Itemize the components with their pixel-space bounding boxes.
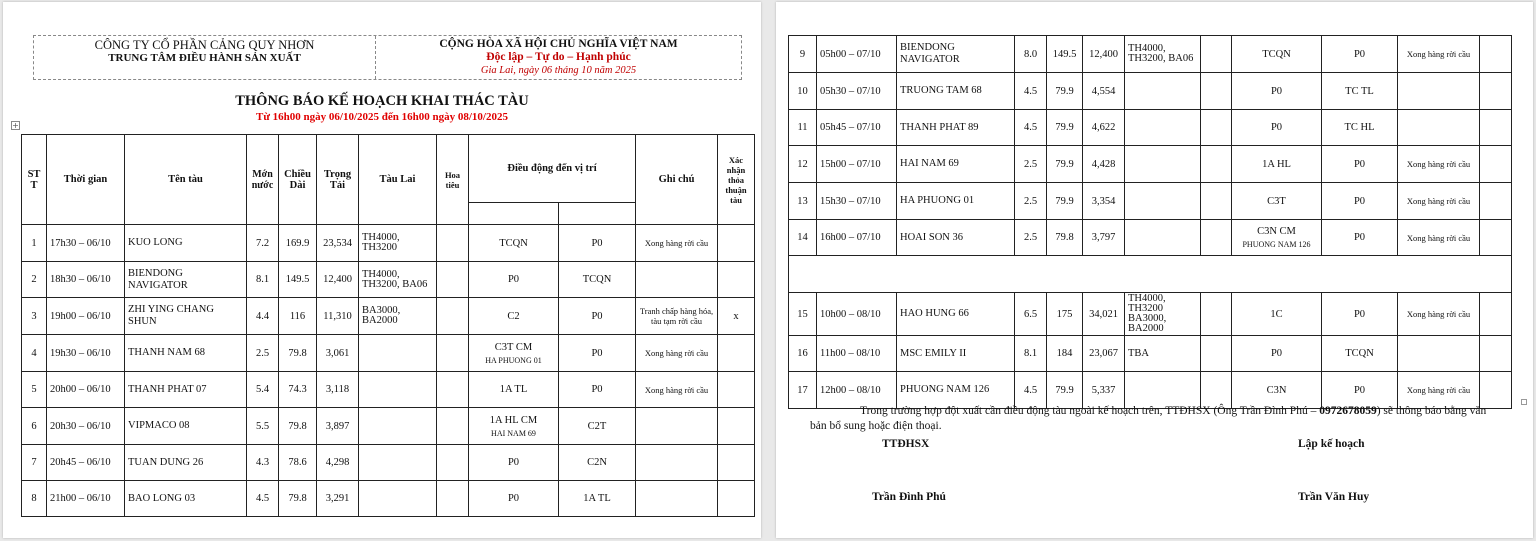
cell-length: 79.9 xyxy=(1047,73,1083,110)
cell-note xyxy=(636,408,718,445)
cell-tonnage: 4,428 xyxy=(1083,146,1125,183)
cell-draft: 8.1 xyxy=(1015,336,1047,372)
cell-confirm xyxy=(718,372,755,408)
cell-position-to: P0 xyxy=(1322,146,1398,183)
cell-confirm xyxy=(1480,146,1512,183)
cell-tugs: TH4000, TH3200 BA3000, BA2000 xyxy=(1125,293,1201,336)
cell-time: 05h30 – 07/10 xyxy=(817,73,897,110)
cell-length: 175 xyxy=(1047,293,1083,336)
cell-position-from: TCQN xyxy=(1232,36,1322,73)
footer-note xyxy=(810,404,1500,434)
table-row xyxy=(22,445,755,481)
cell-tonnage: 34,021 xyxy=(1083,293,1125,336)
cell-position-to: P0 xyxy=(1322,372,1398,409)
cell-length: 79.9 xyxy=(1047,110,1083,146)
cell-confirm xyxy=(1480,73,1512,110)
table-row xyxy=(789,36,1512,73)
cell-stt: 9 xyxy=(789,36,817,73)
cell-length: 116 xyxy=(279,298,317,335)
cell-time: 20h00 – 06/10 xyxy=(47,372,125,408)
department-name: TRUNG TÂM ĐIỀU HÀNH SẢN XUẤT xyxy=(108,52,301,64)
cell-confirm xyxy=(1480,36,1512,73)
cell-tonnage: 12,400 xyxy=(1083,36,1125,73)
letterhead xyxy=(33,35,742,80)
cell-length: 79.8 xyxy=(279,408,317,445)
cell-time: 16h00 – 07/10 xyxy=(817,220,897,256)
cell-confirm xyxy=(1480,220,1512,256)
cell-ship: BIENDONG NAVIGATOR xyxy=(897,36,1015,73)
cell-position-from xyxy=(469,408,559,445)
col-stt: ST T xyxy=(22,135,47,225)
cell-position-to: TCQN xyxy=(559,262,636,298)
cell-ship: HOAI SON 36 xyxy=(897,220,1015,256)
cell-tonnage: 3,354 xyxy=(1083,183,1125,220)
cell-pilot xyxy=(437,445,469,481)
cell-ship: MSC EMILY II xyxy=(897,336,1015,372)
cell-position-from: 1A HL xyxy=(1232,146,1322,183)
cell-time: 20h30 – 06/10 xyxy=(47,408,125,445)
cell-ship: KUO LONG xyxy=(125,225,247,262)
cell-position-to: P0 xyxy=(1322,293,1398,336)
table-row xyxy=(789,183,1512,220)
cell-tugs xyxy=(1125,146,1201,183)
cell-position-from: 1A TL xyxy=(469,372,559,408)
cell-position-from: TCQN xyxy=(469,225,559,262)
cell-length: 79.8 xyxy=(1047,220,1083,256)
cell-draft: 8.0 xyxy=(1015,36,1047,73)
cell-stt: 15 xyxy=(789,293,817,336)
cell-draft: 4.5 xyxy=(1015,110,1047,146)
cell-length: 79.8 xyxy=(279,335,317,372)
table-row xyxy=(22,262,755,298)
cell-tonnage: 23,534 xyxy=(317,225,359,262)
national-motto: Độc lập – Tự do – Hạnh phúc xyxy=(486,51,631,63)
footer-note-suffix: ) sẽ thông báo bằng văn bản bổ sung hoặc điện thoại. xyxy=(810,405,1487,432)
col-length: Chiều Dài xyxy=(279,135,317,225)
cell-length: 78.6 xyxy=(279,445,317,481)
cell-confirm xyxy=(1480,183,1512,220)
cell-position-to: C2T xyxy=(559,408,636,445)
cell-ship: BIENDONG NAVIGATOR xyxy=(125,262,247,298)
cell-pilot xyxy=(1201,110,1232,146)
table-row xyxy=(789,220,1512,256)
cell-position-from-main: C3T CM xyxy=(494,341,533,353)
cell-stt: 3 xyxy=(22,298,47,335)
schedule-table-page-1 xyxy=(21,134,755,517)
table-header-row xyxy=(22,135,755,203)
table-row xyxy=(22,372,755,408)
cell-confirm xyxy=(718,262,755,298)
cell-tugs xyxy=(359,335,437,372)
cell-position-to: P0 xyxy=(1322,36,1398,73)
cell-stt: 7 xyxy=(22,445,47,481)
cell-pilot xyxy=(1201,293,1232,336)
cell-tugs xyxy=(1125,73,1201,110)
cell-draft: 5.4 xyxy=(247,372,279,408)
table-row xyxy=(22,481,755,517)
cell-position-from xyxy=(1232,220,1322,256)
cell-position-to: 1A TL xyxy=(559,481,636,517)
cell-confirm: x xyxy=(718,298,755,335)
cell-stt: 2 xyxy=(22,262,47,298)
cell-confirm xyxy=(1480,372,1512,409)
document-page-1 xyxy=(3,2,761,538)
cell-position-from-sub: PHUONG NAM 126 xyxy=(1242,240,1311,249)
cell-confirm xyxy=(718,408,755,445)
cell-ship: HA PHUONG 01 xyxy=(897,183,1015,220)
cell-pilot xyxy=(1201,73,1232,110)
cell-draft: 2.5 xyxy=(1015,183,1047,220)
cell-length: 79.9 xyxy=(1047,183,1083,220)
cell-position-to: P0 xyxy=(559,225,636,262)
cell-note: Xong hàng rời cầu xyxy=(636,335,718,372)
cell-pilot xyxy=(437,335,469,372)
cell-length: 149.5 xyxy=(1047,36,1083,73)
cell-position-from: C3N xyxy=(1232,372,1322,409)
letterhead-right xyxy=(376,36,741,79)
cell-tugs: TBA xyxy=(1125,336,1201,372)
cell-tugs: BA3000, BA2000 xyxy=(359,298,437,335)
cell-tonnage: 11,310 xyxy=(317,298,359,335)
cell-position-from: P0 xyxy=(469,445,559,481)
cell-ship: ZHI YING CHANG SHUN xyxy=(125,298,247,335)
cell-note xyxy=(636,481,718,517)
table-body-page-2 xyxy=(789,36,1512,409)
cell-time: 05h45 – 07/10 xyxy=(817,110,897,146)
cell-note xyxy=(636,262,718,298)
cell-ship: TRUONG TAM 68 xyxy=(897,73,1015,110)
cell-tugs xyxy=(1125,110,1201,146)
cell-position-to: C2N xyxy=(559,445,636,481)
letterhead-left xyxy=(34,36,376,79)
cell-time: 05h00 – 07/10 xyxy=(817,36,897,73)
footer-note-phone: 0972678059 xyxy=(1319,405,1377,417)
cell-tugs xyxy=(359,372,437,408)
cell-pilot xyxy=(1201,183,1232,220)
cell-ship: THANH PHAT 07 xyxy=(125,372,247,408)
cell-tugs xyxy=(359,481,437,517)
cell-time: 21h00 – 06/10 xyxy=(47,481,125,517)
cell-tonnage: 3,797 xyxy=(1083,220,1125,256)
cell-position-to: P0 xyxy=(1322,220,1398,256)
col-pilot: Hoa tiêu xyxy=(437,135,469,225)
cell-confirm xyxy=(1480,110,1512,146)
cell-time: 19h30 – 06/10 xyxy=(47,335,125,372)
table-move-handle-icon[interactable]: + xyxy=(12,121,19,130)
cell-stt: 13 xyxy=(789,183,817,220)
table-row xyxy=(22,335,755,372)
cell-position-to: TC HL xyxy=(1322,110,1398,146)
cell-length: 74.3 xyxy=(279,372,317,408)
cell-note: Xong hàng rời cầu xyxy=(1398,372,1480,409)
cell-position-from: P0 xyxy=(469,481,559,517)
cell-draft: 5.5 xyxy=(247,408,279,445)
cell-draft: 2.5 xyxy=(1015,146,1047,183)
cell-stt: 5 xyxy=(22,372,47,408)
cell-tonnage: 4,622 xyxy=(1083,110,1125,146)
table-row xyxy=(789,372,1512,409)
cell-tugs: TH4000, TH3200, BA06 xyxy=(1125,36,1201,73)
cell-pilot xyxy=(1201,372,1232,409)
cell-position-from: P0 xyxy=(1232,336,1322,372)
cell-stt: 11 xyxy=(789,110,817,146)
cell-ship: VIPMACO 08 xyxy=(125,408,247,445)
cell-note: Xong hàng rời cầu xyxy=(636,225,718,262)
cell-position-from xyxy=(469,335,559,372)
cell-tugs xyxy=(1125,183,1201,220)
cell-note: Xong hàng rời cầu xyxy=(1398,293,1480,336)
table-body-page-1 xyxy=(22,225,755,517)
cell-tonnage: 12,400 xyxy=(317,262,359,298)
cell-time: 18h30 – 06/10 xyxy=(47,262,125,298)
document-subtitle: Từ 16h00 ngày 06/10/2025 đến 16h00 ngày 08/10/2025 xyxy=(255,111,508,123)
cell-note xyxy=(636,445,718,481)
cell-ship: TUAN DUNG 26 xyxy=(125,445,247,481)
cell-draft: 7.2 xyxy=(247,225,279,262)
cell-confirm xyxy=(718,335,755,372)
cell-position-to: P0 xyxy=(559,372,636,408)
cell-ship: BAO LONG 03 xyxy=(125,481,247,517)
cell-note: Xong hàng rời cầu xyxy=(1398,220,1480,256)
cell-time: 10h00 – 08/10 xyxy=(817,293,897,336)
cell-draft: 4.3 xyxy=(247,445,279,481)
cell-length: 169.9 xyxy=(279,225,317,262)
cell-position-from-main: C3N CM xyxy=(1257,226,1296,237)
col-tonnage: Trọng Tải xyxy=(317,135,359,225)
cell-note: Xong hàng rời cầu xyxy=(1398,146,1480,183)
signature-left-name: Trần Đình Phú xyxy=(872,491,946,503)
cell-time: 19h00 – 06/10 xyxy=(47,298,125,335)
cell-position-from-sub: HA PHUONG 01 xyxy=(485,355,542,365)
cell-tonnage: 23,067 xyxy=(1083,336,1125,372)
cell-tugs xyxy=(359,445,437,481)
cell-position-from: C2 xyxy=(469,298,559,335)
cell-length: 184 xyxy=(1047,336,1083,372)
signature-left-title: TTĐHSX xyxy=(882,438,930,450)
cell-position-from-main: 1A HL CM xyxy=(489,414,538,426)
cell-stt: 12 xyxy=(789,146,817,183)
col-tugs: Tàu Lai xyxy=(359,135,437,225)
table-row xyxy=(22,225,755,262)
col-confirm: Xác nhận thỏa thuận tàu xyxy=(718,135,755,225)
cell-stt: 17 xyxy=(789,372,817,409)
cell-tonnage: 3,118 xyxy=(317,372,359,408)
cell-stt: 1 xyxy=(22,225,47,262)
cell-draft: 4.5 xyxy=(247,481,279,517)
cell-position-to: TCQN xyxy=(1322,336,1398,372)
cell-stt: 16 xyxy=(789,336,817,372)
col-move: Điều động đến vị trí xyxy=(469,135,636,203)
cell-tugs: TH4000, TH3200, BA06 xyxy=(359,262,437,298)
footer-note-prefix: Trong trường hợp đột xuất cần điều động tàu ngoài kế hoạch trên, TTĐHSX (Ông Trần Đình Phú – xyxy=(860,405,1320,417)
signature-right-title: Lập kế hoạch xyxy=(1298,438,1365,450)
cell-confirm xyxy=(718,481,755,517)
cell-stt: 10 xyxy=(789,73,817,110)
cell-position-from: P0 xyxy=(469,262,559,298)
cell-tonnage: 4,554 xyxy=(1083,73,1125,110)
cell-pilot xyxy=(1201,220,1232,256)
cell-draft: 8.1 xyxy=(247,262,279,298)
cell-ship: THANH PHAT 89 xyxy=(897,110,1015,146)
cell-pilot xyxy=(1201,36,1232,73)
cell-pilot xyxy=(1201,336,1232,372)
cell-ship: HAI NAM 69 xyxy=(897,146,1015,183)
cell-position-to: P0 xyxy=(559,298,636,335)
place-date: Gia Lai, ngày 06 tháng 10 năm 2025 xyxy=(480,65,637,76)
cell-pilot xyxy=(1201,146,1232,183)
col-draft: Mớn nước xyxy=(247,135,279,225)
cell-tugs xyxy=(1125,372,1201,409)
table-row-blank xyxy=(789,256,1512,293)
cell-time: 11h00 – 08/10 xyxy=(817,336,897,372)
cell-confirm xyxy=(718,445,755,481)
cell-position-from: C3T xyxy=(1232,183,1322,220)
col-time: Thời gian xyxy=(47,135,125,225)
cell-position-from-sub: HAI NAM 69 xyxy=(491,428,536,438)
table-row xyxy=(22,298,755,335)
cell-draft: 4.5 xyxy=(1015,73,1047,110)
cell-draft: 4.5 xyxy=(1015,372,1047,409)
cell-length: 79.9 xyxy=(1047,372,1083,409)
cell-length: 149.5 xyxy=(279,262,317,298)
cell-ship: THANH NAM 68 xyxy=(125,335,247,372)
col-ship: Tên tàu xyxy=(125,135,247,225)
cell-stt: 4 xyxy=(22,335,47,372)
cell-draft: 4.4 xyxy=(247,298,279,335)
cell-pilot xyxy=(437,372,469,408)
cell-note: Xong hàng rời cầu xyxy=(1398,183,1480,220)
col-note: Ghi chú xyxy=(636,135,718,225)
cell-pilot xyxy=(437,408,469,445)
table-row xyxy=(789,146,1512,183)
cell-note: Xong hàng rời cầu xyxy=(1398,36,1480,73)
cell-position-from: P0 xyxy=(1232,73,1322,110)
cell-confirm xyxy=(1480,293,1512,336)
cell-tonnage: 4,298 xyxy=(317,445,359,481)
cell-position-to: P0 xyxy=(559,335,636,372)
cell-stt: 6 xyxy=(22,408,47,445)
company-name: CÔNG TY CỔ PHẦN CẢNG QUY NHƠN xyxy=(94,38,315,52)
document-page-2 xyxy=(776,2,1533,538)
cell-time: 20h45 – 06/10 xyxy=(47,445,125,481)
table-row xyxy=(789,110,1512,146)
cell-pilot xyxy=(437,262,469,298)
cell-pilot xyxy=(437,225,469,262)
cell-time: 12h00 – 08/10 xyxy=(817,372,897,409)
cell-note xyxy=(1398,73,1480,110)
cell-tonnage: 5,337 xyxy=(1083,372,1125,409)
cell-tonnage: 3,061 xyxy=(317,335,359,372)
cell-note xyxy=(1398,336,1480,372)
cell-pilot xyxy=(437,298,469,335)
cell-tonnage: 3,897 xyxy=(317,408,359,445)
table-row xyxy=(789,293,1512,336)
cell-length: 79.8 xyxy=(279,481,317,517)
cell-stt: 8 xyxy=(22,481,47,517)
blank-cell xyxy=(789,256,1512,293)
schedule-table-page-2 xyxy=(788,35,1512,409)
cell-draft: 2.5 xyxy=(1015,220,1047,256)
cell-stt: 14 xyxy=(789,220,817,256)
cell-confirm xyxy=(718,225,755,262)
cell-note xyxy=(1398,110,1480,146)
cell-draft: 2.5 xyxy=(247,335,279,372)
cell-ship: PHUONG NAM 126 xyxy=(897,372,1015,409)
cell-time: 15h30 – 07/10 xyxy=(817,183,897,220)
cell-note: Xong hàng rời cầu xyxy=(636,372,718,408)
cell-time: 17h30 – 06/10 xyxy=(47,225,125,262)
table-row xyxy=(789,73,1512,110)
cell-position-from: 1C xyxy=(1232,293,1322,336)
cell-pilot xyxy=(437,481,469,517)
cell-note: Tranh chấp hàng hóa, tàu tạm rời cầu xyxy=(636,298,718,335)
document-title: THÔNG BÁO KẾ HOẠCH KHAI THÁC TÀU xyxy=(235,93,529,109)
cell-tonnage: 3,291 xyxy=(317,481,359,517)
republic-heading: CỘNG HÒA XÃ HỘI CHỦ NGHĨA VIỆT NAM xyxy=(439,38,678,50)
table-resize-handle[interactable] xyxy=(1521,399,1527,405)
cell-length: 79.9 xyxy=(1047,146,1083,183)
cell-ship: HAO HUNG 66 xyxy=(897,293,1015,336)
cell-confirm xyxy=(1480,336,1512,372)
cell-time: 15h00 – 07/10 xyxy=(817,146,897,183)
cell-position-from: P0 xyxy=(1232,110,1322,146)
signature-right-name: Trần Văn Huy xyxy=(1298,491,1370,503)
cell-tugs: TH4000, TH3200 xyxy=(359,225,437,262)
cell-tugs xyxy=(359,408,437,445)
table-row xyxy=(789,336,1512,372)
cell-position-to: P0 xyxy=(1322,183,1398,220)
table-row xyxy=(22,408,755,445)
cell-position-to: TC TL xyxy=(1322,73,1398,110)
cell-draft: 6.5 xyxy=(1015,293,1047,336)
cell-tugs xyxy=(1125,220,1201,256)
